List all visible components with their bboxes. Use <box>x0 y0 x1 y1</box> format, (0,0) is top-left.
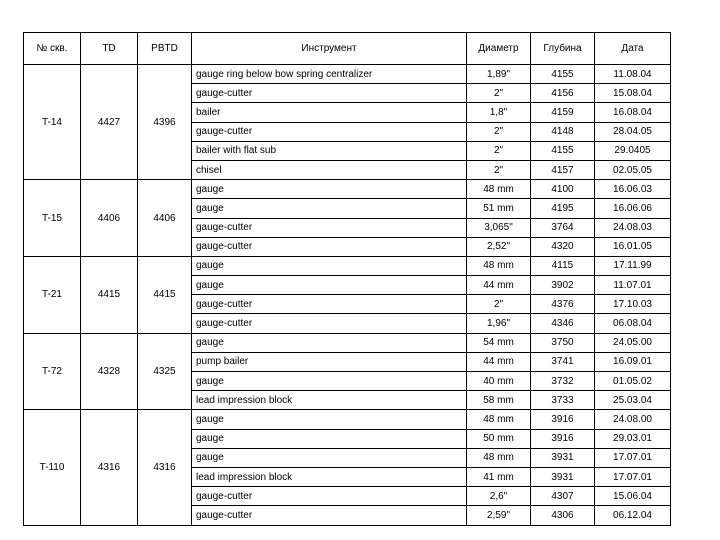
table-row <box>24 333 671 352</box>
date-cell: 24.08.03 <box>595 218 671 237</box>
diameter-cell: 50 mm <box>467 429 531 448</box>
well-cell: T-21 <box>24 256 81 333</box>
diameter-cell: 1,8" <box>467 103 531 122</box>
date-cell: 29.03.01 <box>595 429 671 448</box>
date-cell: 17.07.01 <box>595 467 671 486</box>
pbtd-cell: 4415 <box>138 256 192 333</box>
tool-cell: gauge <box>192 276 467 295</box>
date-cell: 06.12.04 <box>595 506 671 525</box>
depth-cell: 4195 <box>531 199 595 218</box>
diameter-cell: 2" <box>467 295 531 314</box>
pbtd-cell: 4325 <box>138 333 192 410</box>
date-cell: 17.11.99 <box>595 256 671 275</box>
diameter-cell: 2" <box>467 84 531 103</box>
depth-cell: 3750 <box>531 333 595 352</box>
depth-cell: 4100 <box>531 180 595 199</box>
tool-cell: gauge <box>192 256 467 275</box>
depth-cell: 4306 <box>531 506 595 525</box>
table-body <box>24 65 671 526</box>
tool-cell: chisel <box>192 160 467 179</box>
pbtd-cell: 4396 <box>138 65 192 180</box>
tool-cell: gauge-cutter <box>192 487 467 506</box>
date-cell: 29.0405 <box>595 141 671 160</box>
diameter-cell: 2" <box>467 122 531 141</box>
depth-cell: 3741 <box>531 352 595 371</box>
diameter-cell: 48 mm <box>467 180 531 199</box>
date-cell: 24.08.00 <box>595 410 671 429</box>
tool-cell: gauge-cutter <box>192 506 467 525</box>
depth-cell: 4155 <box>531 65 595 84</box>
header-td: TD <box>81 33 138 65</box>
diameter-cell: 44 mm <box>467 352 531 371</box>
depth-cell: 3902 <box>531 276 595 295</box>
well-cell: T-15 <box>24 180 81 257</box>
diameter-cell: 48 mm <box>467 448 531 467</box>
tool-cell: gauge <box>192 448 467 467</box>
date-cell: 24.05.00 <box>595 333 671 352</box>
tool-cell: bailer <box>192 103 467 122</box>
tool-cell: gauge-cutter <box>192 314 467 333</box>
depth-cell: 4155 <box>531 141 595 160</box>
diameter-cell: 48 mm <box>467 410 531 429</box>
date-cell: 16.01.05 <box>595 237 671 256</box>
table-row <box>24 180 671 199</box>
header-row <box>24 33 671 65</box>
diameter-cell: 41 mm <box>467 467 531 486</box>
header-tool: Инструмент <box>192 33 467 65</box>
diameter-cell: 58 mm <box>467 391 531 410</box>
depth-cell: 3732 <box>531 372 595 391</box>
tool-cell: gauge <box>192 410 467 429</box>
depth-cell: 3733 <box>531 391 595 410</box>
date-cell: 15.08.04 <box>595 84 671 103</box>
date-cell: 16.06.03 <box>595 180 671 199</box>
td-cell: 4415 <box>81 256 138 333</box>
date-cell: 25.03.04 <box>595 391 671 410</box>
date-cell: 11.07.01 <box>595 276 671 295</box>
date-cell: 16.09.01 <box>595 352 671 371</box>
table-row <box>24 410 671 429</box>
tool-cell: gauge-cutter <box>192 295 467 314</box>
depth-cell: 3764 <box>531 218 595 237</box>
diameter-cell: 48 mm <box>467 256 531 275</box>
well-cell: T-14 <box>24 65 81 180</box>
diameter-cell: 1,89" <box>467 65 531 84</box>
diameter-cell: 51 mm <box>467 199 531 218</box>
td-cell: 4427 <box>81 65 138 180</box>
date-cell: 01.05.02 <box>595 372 671 391</box>
header-date: Дата <box>595 33 671 65</box>
tool-cell: lead impression block <box>192 467 467 486</box>
td-cell: 4316 <box>81 410 138 525</box>
date-cell: 17.07.01 <box>595 448 671 467</box>
depth-cell: 4148 <box>531 122 595 141</box>
tool-cell: gauge-cutter <box>192 84 467 103</box>
depth-cell: 4307 <box>531 487 595 506</box>
tool-cell: pump bailer <box>192 352 467 371</box>
date-cell: 17.10.03 <box>595 295 671 314</box>
depth-cell: 4115 <box>531 256 595 275</box>
tool-cell: bailer with flat sub <box>192 141 467 160</box>
diameter-cell: 1,96" <box>467 314 531 333</box>
tool-cell: gauge-cutter <box>192 237 467 256</box>
pbtd-cell: 4316 <box>138 410 192 525</box>
depth-cell: 3931 <box>531 448 595 467</box>
diameter-cell: 3,065" <box>467 218 531 237</box>
diameter-cell: 2" <box>467 160 531 179</box>
table-row <box>24 256 671 275</box>
tool-cell: gauge-cutter <box>192 122 467 141</box>
tool-cell: lead impression block <box>192 391 467 410</box>
depth-cell: 4157 <box>531 160 595 179</box>
date-cell: 06.08.04 <box>595 314 671 333</box>
tool-cell: gauge <box>192 199 467 218</box>
well-tools-table <box>23 32 671 526</box>
tool-cell: gauge <box>192 180 467 199</box>
depth-cell: 4320 <box>531 237 595 256</box>
date-cell: 11.08.04 <box>595 65 671 84</box>
well-cell: T-110 <box>24 410 81 525</box>
depth-cell: 4376 <box>531 295 595 314</box>
well-cell: T-72 <box>24 333 81 410</box>
header-pbtd: PBTD <box>138 33 192 65</box>
diameter-cell: 2,59" <box>467 506 531 525</box>
depth-cell: 3916 <box>531 429 595 448</box>
diameter-cell: 2" <box>467 141 531 160</box>
tool-cell: gauge-cutter <box>192 218 467 237</box>
tool-cell: gauge <box>192 372 467 391</box>
td-cell: 4328 <box>81 333 138 410</box>
td-cell: 4406 <box>81 180 138 257</box>
diameter-cell: 54 mm <box>467 333 531 352</box>
diameter-cell: 2,52" <box>467 237 531 256</box>
header-diameter: Диаметр <box>467 33 531 65</box>
date-cell: 16.06.06 <box>595 199 671 218</box>
header-well: № скв. <box>24 33 81 65</box>
diameter-cell: 2,6" <box>467 487 531 506</box>
diameter-cell: 40 mm <box>467 372 531 391</box>
pbtd-cell: 4406 <box>138 180 192 257</box>
depth-cell: 3916 <box>531 410 595 429</box>
date-cell: 16.08.04 <box>595 103 671 122</box>
depth-cell: 4159 <box>531 103 595 122</box>
table-row <box>24 65 671 84</box>
tool-cell: gauge <box>192 333 467 352</box>
tool-cell: gauge ring below bow spring centralizer <box>192 65 467 84</box>
date-cell: 15.06.04 <box>595 487 671 506</box>
header-depth: Глубина <box>531 33 595 65</box>
depth-cell: 3931 <box>531 467 595 486</box>
depth-cell: 4156 <box>531 84 595 103</box>
date-cell: 02.05.05 <box>595 160 671 179</box>
date-cell: 28.04.05 <box>595 122 671 141</box>
depth-cell: 4346 <box>531 314 595 333</box>
tool-cell: gauge <box>192 429 467 448</box>
diameter-cell: 44 mm <box>467 276 531 295</box>
